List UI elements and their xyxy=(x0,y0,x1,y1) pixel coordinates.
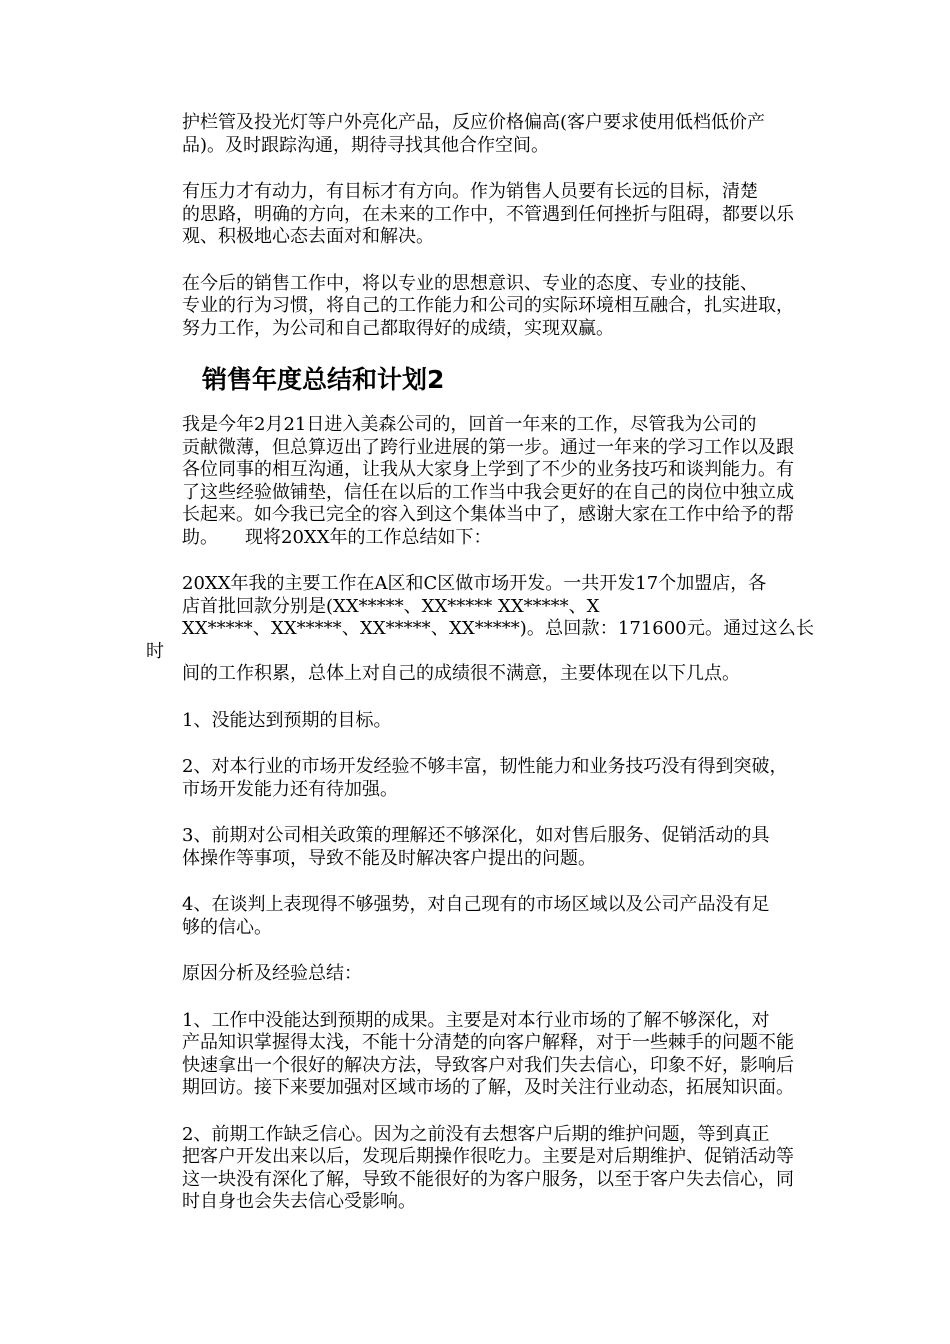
text-line: 在今后的销售工作中，将以专业的思想意识、专业的态度、专业的技能、 xyxy=(182,272,758,294)
text-line: 有压力才有动力，有目标才有方向。作为销售人员要有长远的目标，清楚 xyxy=(182,181,758,202)
text-line: 护栏管及投光灯等户外亮化产品，反应价格偏高(客户要求使用低档低价产 xyxy=(182,112,766,133)
paragraph xyxy=(146,1124,814,1214)
text-line: 期回访。接下来要加强对区域市场的了解，及时关注行业动态，拓展知识面。 xyxy=(182,1077,794,1098)
paragraph xyxy=(146,756,814,801)
text-line: 把客户开发出来以后，发现后期操作很吃力。主要是对后期维护、促销活动等 xyxy=(182,1146,794,1167)
text-line: 1、工作中没能达到预期的成果。主要是对本行业市场的了解不够深化，对 xyxy=(182,1009,770,1031)
text-line: 时自身也会失去信心受影响。 xyxy=(182,1191,416,1212)
text-line: 助。 现将20XX年的工作总结如下： xyxy=(182,526,492,548)
text-line: 产品知识掌握得太浅，不能十分清楚的向客户解释，对于一些棘手的问题不能 xyxy=(182,1032,794,1053)
text-line: 长起来。如今我已完全的容入到这个集体当中了，感谢大家在工作中给予的帮 xyxy=(182,504,794,525)
text-line: 2、前期工作缺乏信心。因为之前没有去想客户后期的维护问题，等到真正 xyxy=(182,1123,770,1145)
text-line: 4、在谈判上表现得不够强势，对自己现有的市场区域以及公司产品没有足 xyxy=(182,894,770,915)
paragraph xyxy=(146,825,814,870)
section-intro xyxy=(146,112,814,340)
text-line: 3、前期对公司相关政策的理解还不够深化，如对售后服务、促销活动的具 xyxy=(182,825,770,846)
paragraph xyxy=(146,181,814,249)
text-line: 快速拿出一个很好的解决方法，导致客户对我们失去信心，印象不好，影响后 xyxy=(182,1054,794,1076)
section-summary xyxy=(146,414,814,1214)
document-page xyxy=(146,112,814,1238)
text-line: 体操作等事项，导致不能及时解决客户提出的问题。 xyxy=(182,847,596,869)
paragraph xyxy=(146,1010,814,1100)
text-line: 观、积极地心态去面对和解决。 xyxy=(182,226,434,247)
text-line: 这一块没有深化了解，导致不能很好的为客户服务，以至于客户失去信心，同 xyxy=(182,1168,794,1190)
paragraph xyxy=(146,573,814,686)
text-line: 原因分析及经验总结： xyxy=(182,963,362,984)
text-line: 20XX年我的主要工作在A区和C区做市场开发。一共开发17个加盟店，各 xyxy=(182,573,767,594)
text-line: 我是今年2月21日进入美森公司的，回首一年来的工作，尽管我为公司的 xyxy=(182,414,757,435)
text-line: 1、没能达到预期的目标。 xyxy=(182,709,392,731)
paragraph xyxy=(146,112,814,157)
text-line: 了这些经验做铺垫，信任在以后的工作当中我会更好的在自己的岗位中独立成 xyxy=(182,481,794,503)
text-line: 的思路，明确的方向，在未来的工作中，不管遇到任何挫折与阻碍，都要以乐 xyxy=(182,203,794,225)
text-line: 努力工作，为公司和自己都取得好的成绩，实现双赢。 xyxy=(182,317,614,339)
text-line: 间的工作积累，总体上对自己的成绩很不满意，主要体现在以下几点。 xyxy=(182,663,740,684)
text-line: 2、对本行业的市场开发经验不够丰富，韧性能力和业务技巧没有得到突破， xyxy=(182,756,788,777)
section-heading: 销售年度总结和计划2 xyxy=(202,365,445,394)
text-line: XX*****、XX*****、XX*****、XX*****)。总回款：171600元。通过这么长时 xyxy=(146,618,814,662)
paragraph xyxy=(146,273,814,341)
paragraph xyxy=(146,414,814,549)
text-line: 各位同事的相互沟通，让我从大家身上学到了不少的业务技巧和谈判能力。有 xyxy=(182,459,794,480)
paragraph xyxy=(146,894,814,939)
text-line: 够的信心。 xyxy=(182,916,272,938)
text-line: 市场开发能力还有待加强。 xyxy=(182,778,398,800)
paragraph xyxy=(146,963,814,986)
text-line: 贡献微薄，但总算迈出了跨行业进展的第一步。通过一年来的学习工作以及跟 xyxy=(182,436,794,458)
paragraph xyxy=(146,710,814,733)
text-line: 专业的行为习惯，将自己的工作能力和公司的实际环境相互融合，扎实进取， xyxy=(182,295,794,316)
text-line: 品)。及时跟踪沟通，期待寻找其他合作空间。 xyxy=(182,134,550,156)
text-line: 店首批回款分别是(XX*****、XX***** XX*****、X xyxy=(182,595,600,617)
